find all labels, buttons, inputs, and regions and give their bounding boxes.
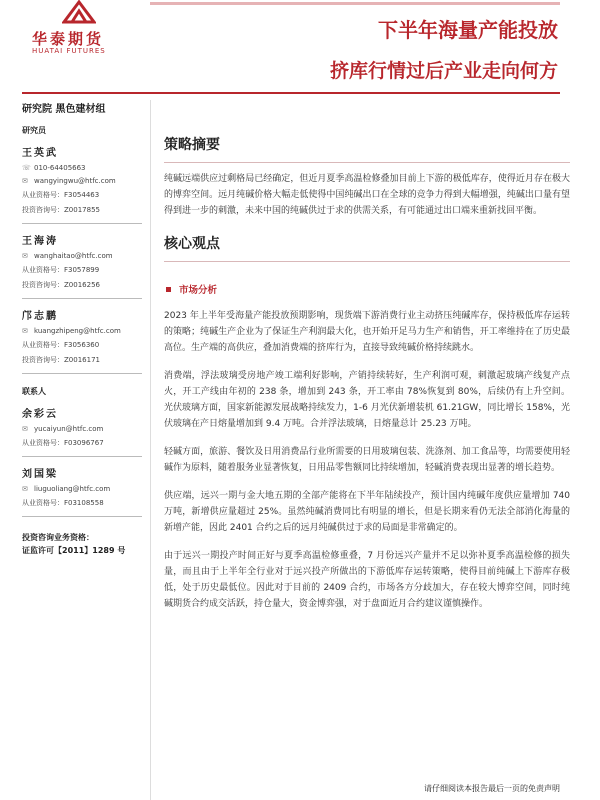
paragraph: 由于远兴一期投产时间正好与夏季高温检修重叠，7 月份远兴产量并不足以弥补夏季高温检修的损失量，而且由于上半年全行业对于远兴投产所做出的下游低库存运转策略，使得目前纯碱上下游库存极低，处于历史最低位。因此对于目前的 2409 合约，市场各方分歧加大，存在较大博弈空间，同时纯碱期货合约成交活跃，持仓量大，资金博弈强，对于盘面近月合约建议谨慎操作。: [164, 551, 570, 609]
researcher-name: 王英武: [22, 148, 58, 159]
disclaimer-footer: 请仔细阅读本报告最后一页的免责声明: [424, 784, 560, 793]
contact-qualification: 从业资格号：F03108558: [22, 499, 104, 507]
huatai-logo-icon: [62, 0, 96, 24]
sidebar-divider: [22, 373, 142, 374]
paragraph: 供应端，远兴一期与金大地五期的全部产能将在下半年陆续投产，预计国内纯碱年度供应量增加 740 万吨，新增供应量超过 25%。虽然纯碱消费同比有明显的增长，但是长期来看仍无法全部消化海量的新增产能，因此 2401 合约之后的远月纯碱供过于求的局面是非常确定的。: [164, 491, 570, 533]
researcher-invest-license: 投资咨询号：Z0017855: [22, 206, 100, 214]
contacts-label: 联系人: [22, 387, 46, 396]
paragraph: 2023 年上半年受海量产能投放预期影响，现货端下游消费行业主动挤压纯碱库存，保持极低库存运转的策略；纯碱生产企业为了保证生产利润最大化，也开始开足马力生产和销售，开工率维持在了历史最高位。生产端的高供应，叠加消费端的挤库行为，直接导致纯碱价格持续跳水。: [164, 311, 570, 353]
email-icon: ✉: [22, 425, 28, 433]
license-label: 投资咨询业务资格：: [22, 533, 94, 542]
researcher-qualification: 从业资格号：F3056360: [22, 341, 100, 349]
email-icon: ✉: [22, 485, 28, 493]
core-heading: 核心观点: [164, 236, 220, 252]
sidebar-divider: [22, 516, 142, 517]
report-title-line2: 挤库行情过后产业走向何方: [329, 60, 558, 82]
contact-email[interactable]: liuguoliang@htfc.com: [34, 485, 111, 493]
researcher-invest-license: 投资咨询号：Z0016171: [22, 356, 100, 364]
abstract-text: 纯碱远端供应过剩格局已经确定，但近月夏季高温检修叠加目前上下游的极低库存，使得近月存在极大的博弈空间。远月纯碱价格大幅走低使得中国纯碱出口在全球的竞争力得到大幅增强，纯碱出口量有望得到进一步的刺激，未来中国的纯碱供过于求的供需关系，有可能通过出口端来重新找回平衡。: [164, 174, 570, 216]
core-box: [164, 261, 570, 612]
sidebar-divider: [22, 456, 142, 457]
market-analysis-label: 市场分析: [179, 285, 218, 296]
email-icon: ✉: [22, 177, 28, 185]
report-title-line1: 下半年海量产能投放: [378, 18, 558, 42]
sidebar-divider: [22, 298, 142, 299]
sidebar-divider: [22, 223, 142, 224]
sidebar: [22, 100, 148, 557]
paragraph: 消费端，浮法玻璃受房地产竣工端利好影响，产销持续转好，生产利润可观，刺激起玻璃产线复产点火，开工产线由年初的 238 条，增加到 243 条，开工率由 78%恢复到 80%，后续仍有上升空间。光伏玻璃方面，国家新能源发展战略持续发力，1-6 月光伏新增装机 61.21GW，同比增长 158%，光伏玻璃在产日熔量增加到 9.4 万吨。合并浮法玻璃，日熔量总计 25.23 万吨。: [164, 371, 570, 429]
researcher-name: 王海涛: [22, 236, 58, 247]
contact-card: [22, 405, 148, 457]
header-divider: [22, 92, 560, 94]
researcher-email[interactable]: wangyingwu@htfc.com: [34, 177, 116, 185]
column-divider: [150, 100, 151, 800]
contact-name: 余彩云: [22, 409, 58, 420]
paragraph: 轻碱方面，旅游、餐饮及日用消费品行业所需要的日用玻璃包装、洗涤剂、加工食品等，均需要使用轻碱作为原料，随着服务业显著恢复，日用品零售额同比持续增加，轻碱消费表现出显著的增长趋势。: [164, 447, 570, 473]
researcher-qualification: 从业资格号：F3054463: [22, 191, 100, 199]
researchers-label: 研究员: [22, 126, 46, 135]
email-icon: ✉: [22, 252, 28, 260]
researcher-name: 邝志鹏: [22, 311, 58, 322]
license-info: [22, 531, 148, 557]
researcher-card: [22, 307, 148, 374]
main-content: [164, 100, 570, 612]
company-logo: [24, 0, 134, 56]
researcher-qualification: 从业资格号：F3057899: [22, 266, 100, 274]
researcher-card: [22, 232, 148, 299]
contact-email[interactable]: yucaiyun@htfc.com: [34, 425, 104, 433]
researcher-phone: 010-64405663: [34, 164, 86, 172]
logo-english-name: HUATAI FUTURES: [32, 47, 106, 55]
contact-name: 刘国梁: [22, 469, 58, 480]
header-top-line: [150, 2, 560, 5]
red-square-bullet-icon: [166, 287, 171, 292]
department-label: 研究院 黑色建材组: [22, 104, 106, 115]
researcher-email[interactable]: wanghaitao@htfc.com: [34, 252, 113, 260]
license-number: 证监许可【2011】1289 号: [22, 546, 126, 555]
contact-card: [22, 465, 148, 517]
phone-icon: ☏: [22, 164, 31, 172]
contact-qualification: 从业资格号：F03096767: [22, 439, 104, 447]
market-analysis-heading: [164, 282, 570, 296]
researcher-card: [22, 144, 148, 224]
researcher-invest-license: 投资咨询号：Z0016256: [22, 281, 100, 289]
researcher-email[interactable]: kuangzhipeng@htfc.com: [34, 327, 121, 335]
abstract-box: [164, 162, 570, 219]
email-icon: ✉: [22, 327, 28, 335]
logo-chinese-name: 华泰期货: [32, 30, 105, 48]
abstract-heading: 策略摘要: [164, 137, 220, 153]
